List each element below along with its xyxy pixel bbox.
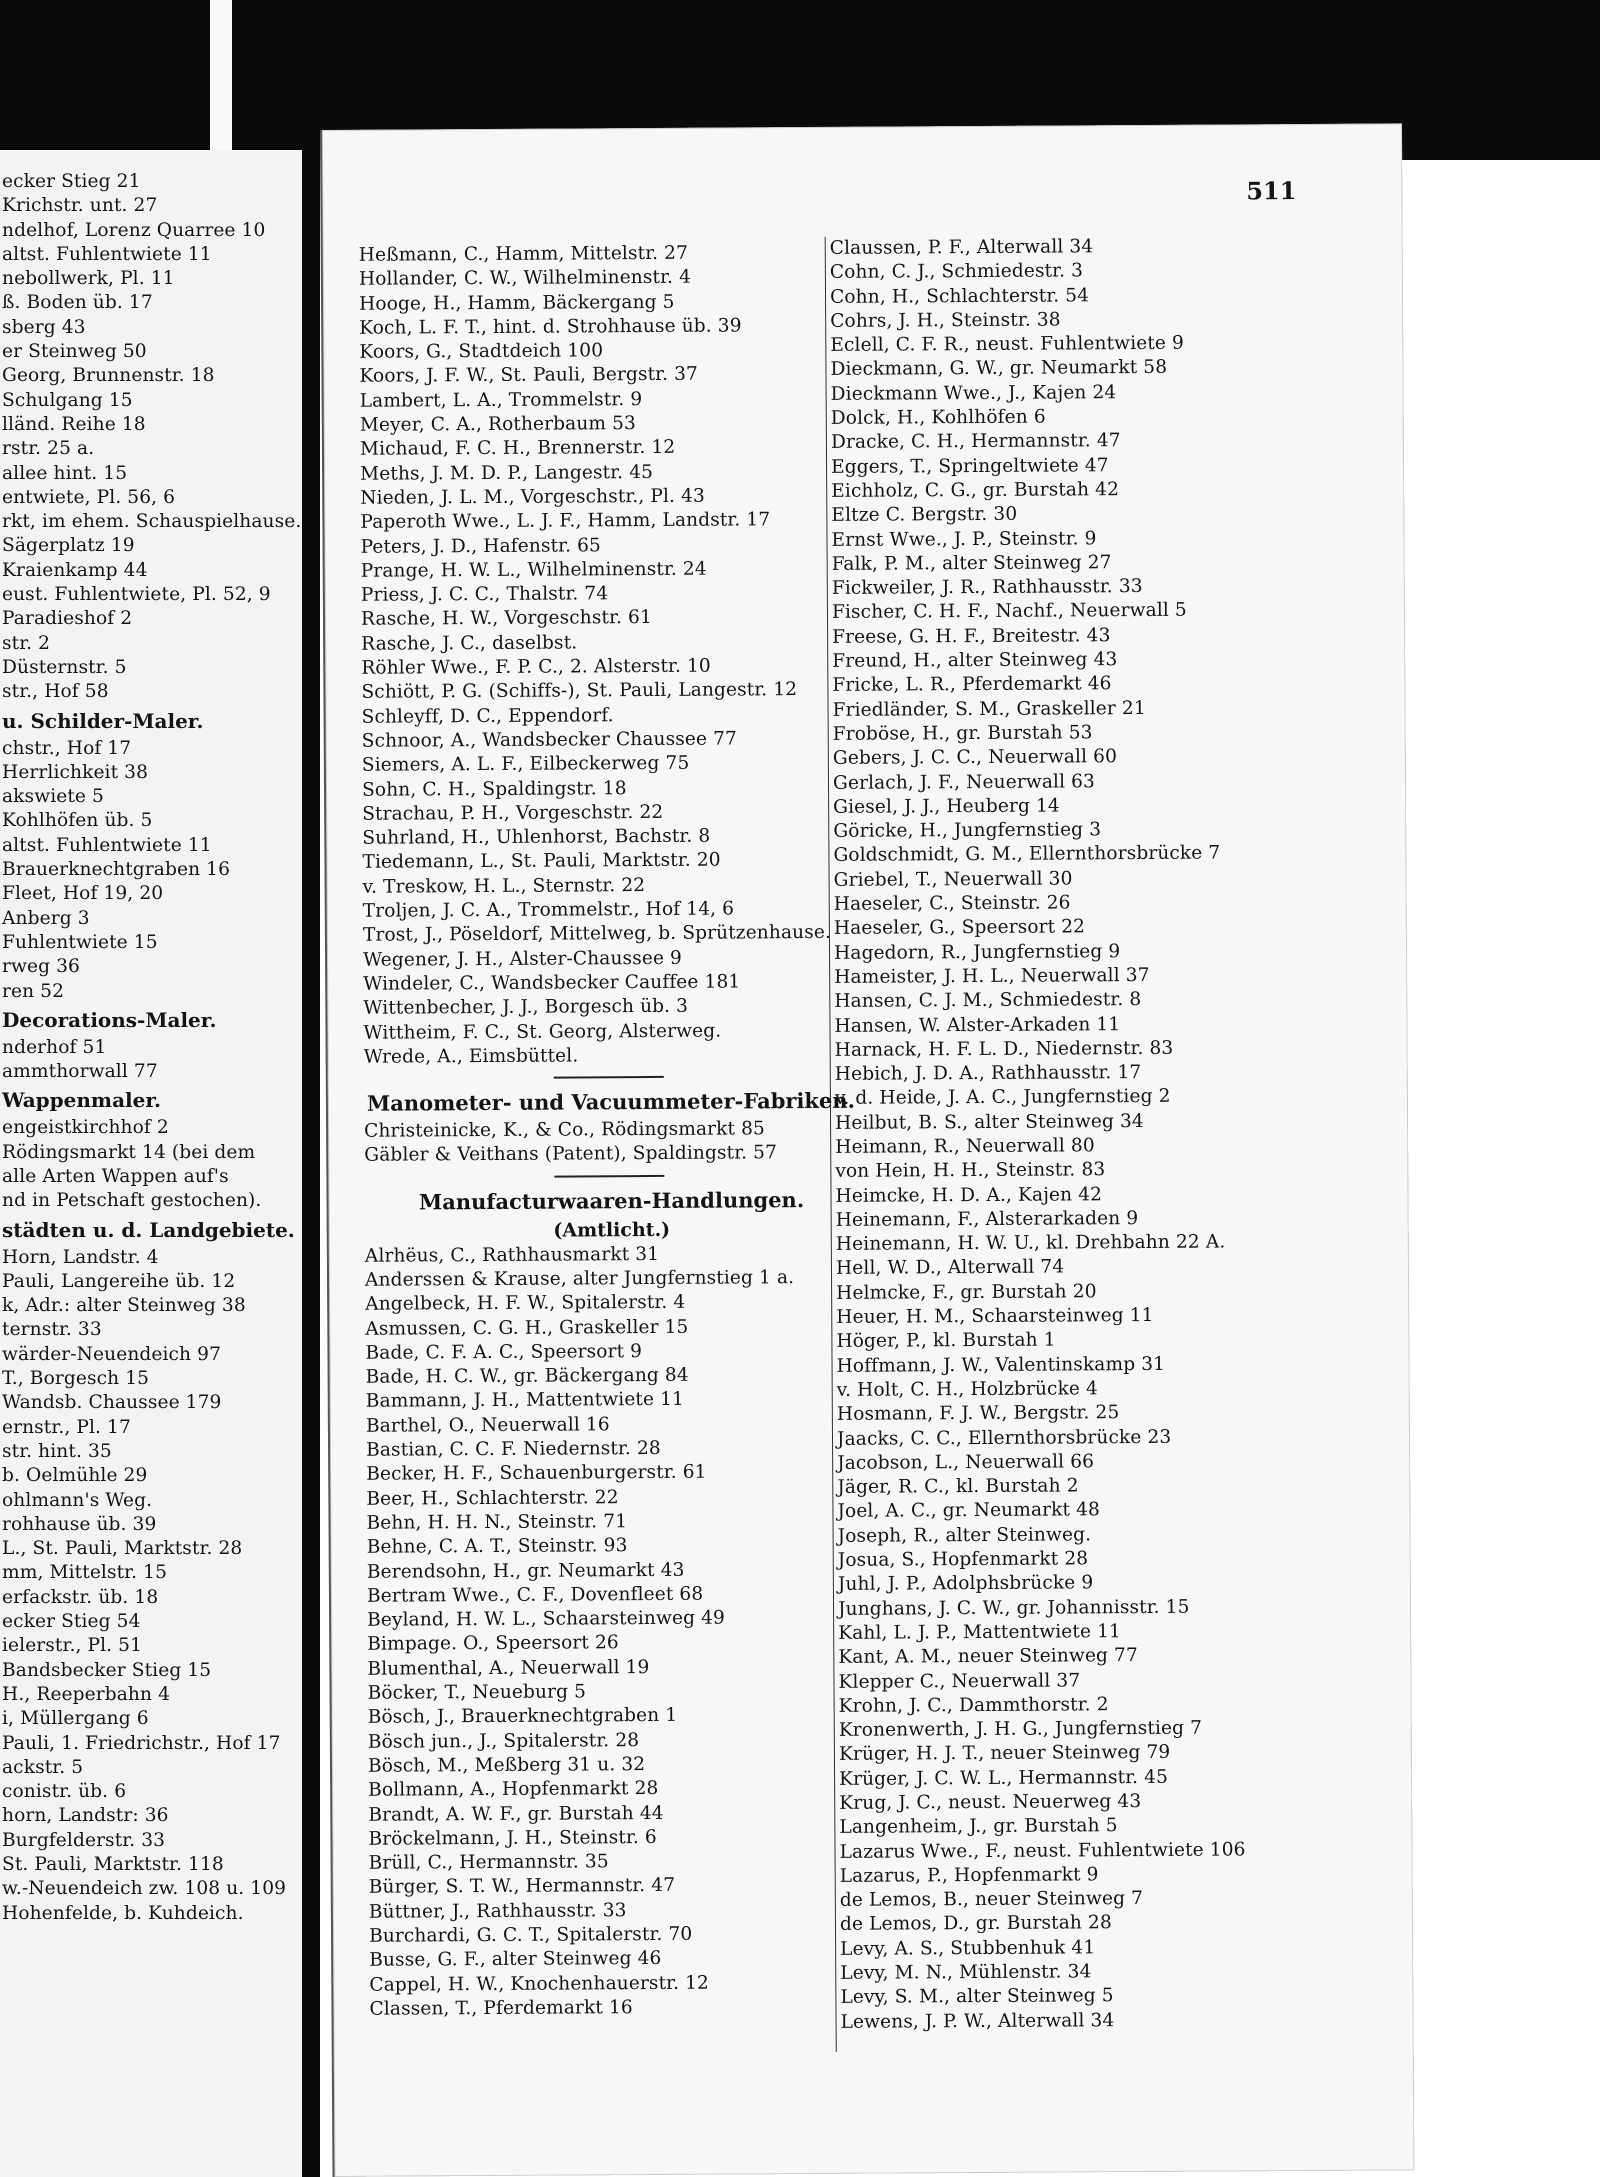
directory-entry: Langenheim, J., gr. Burstah 5 [839, 1815, 1118, 1839]
directory-entry: Böcker, T., Neueburg 5 [367, 1681, 587, 1704]
directory-entry: Blumenthal, A., Neuerwall 19 [367, 1656, 650, 1680]
directory-entry: Michaud, F. C. H., Brennerstr. 12 [359, 437, 676, 461]
directory-entry: Göricke, H., Jungfernstieg 3 [833, 819, 1102, 843]
directory-entry: Pauli, 1. Friedrichstr., Hof 17 [2, 1732, 281, 1754]
directory-entry: w.-Neuendeich zw. 108 u. 109 [2, 1878, 287, 1900]
directory-entry: Höger, P., kl. Burstah 1 [836, 1329, 1056, 1353]
directory-entry: ackstr. 5 [2, 1756, 84, 1778]
directory-entry: L., St. Pauli, Marktstr. 28 [2, 1538, 243, 1560]
directory-entry: Jacobson, L., Neuerwall 66 [837, 1451, 1095, 1474]
right-page [320, 123, 1414, 2177]
directory-entry: Dolck, H., Kohlhöfen 6 [830, 406, 1046, 429]
directory-entry: Bröckelmann, J. H., Steinstr. 6 [368, 1826, 657, 1850]
directory-entry: Lambert, L. A., Trommelstr. 9 [359, 388, 643, 412]
directory-entry: von Hein, H. H., Steinstr. 83 [835, 1159, 1106, 1183]
directory-entry: Heinemann, H. W. U., kl. Drehbahn 22 A. [835, 1231, 1226, 1256]
directory-entry: Büttner, J., Rathhausstr. 33 [368, 1899, 627, 1923]
directory-entry: Hooge, H., Hamm, Bäckergang 5 [358, 291, 675, 315]
directory-entry: k, Adr.: alter Steinweg 38 [2, 1295, 246, 1317]
directory-entry: altst. Fuhlentwiete 11 [2, 834, 212, 856]
directory-section-manufactur [365, 1241, 864, 2022]
directory-entry: Koors, G., Stadtdeich 100 [359, 340, 604, 363]
directory-entry: Krug, J. C., neust. Neuerweg 43 [839, 1791, 1142, 1814]
directory-entry: i, Müllergang 6 [2, 1708, 149, 1730]
directory-entry: ecker Stieg 54 [2, 1611, 141, 1633]
directory-entry: lländ. Reihe 18 [2, 413, 146, 435]
directory-entry: Wittenbecher, J. J., Borgesch üb. 3 [363, 995, 689, 1019]
directory-entry: Suhrland, H., Uhlenhorst, Bachstr. 8 [362, 825, 711, 849]
directory-entry: entwiete, Pl. 56, 6 [2, 486, 176, 508]
directory-entry: str., Hof 58 [2, 681, 109, 703]
directory-entry: Fischer, C. H. F., Nachf., Neuerwall 5 [831, 600, 1187, 624]
directory-entry: nebollwerk, Pl. 11 [2, 268, 175, 290]
directory-entry: rohhause üb. 39 [2, 1513, 157, 1535]
directory-entry: Siemers, A. L. F., Eilbeckerweg 75 [361, 752, 690, 776]
section-divider [554, 1076, 664, 1079]
directory-entry: Bade, H. C. W., gr. Bäckergang 84 [365, 1364, 689, 1388]
directory-entry: Eclell, C. F. R., neust. Fuhlentwiete 9 [830, 332, 1185, 357]
directory-entry: wärder-Neuendeich 97 [2, 1343, 222, 1365]
directory-entry: nderhof 51 [2, 1036, 107, 1058]
directory-entry: Joseph, R., alter Steinweg. [837, 1524, 1092, 1547]
directory-entry: ielerstr., Pl. 51 [2, 1635, 143, 1657]
directory-entry: Beer, H., Schlachterstr. 22 [366, 1486, 619, 1510]
middle-column [359, 241, 864, 2022]
directory-entry: Hoffmann, J. W., Valentinskamp 31 [836, 1353, 1166, 1377]
directory-entry: Klepper C., Neuerwall 37 [838, 1669, 1081, 1693]
directory-entry: Bastian, C. C. F. Niedernstr. 28 [366, 1438, 661, 1461]
directory-entry: v. d. Heide, J. A. C., Jungfernstieg 2 [834, 1086, 1171, 1110]
directory-entry: Prange, H. W. L., Wilhelminenstr. 24 [360, 558, 707, 582]
directory-entry: Haeseler, G., Speersort 22 [833, 916, 1086, 940]
directory-entry: Rasche, J. C., daselbst. [361, 632, 578, 655]
directory-entry: Barthel, O., Neuerwall 16 [365, 1414, 610, 1437]
directory-entry: Busse, G. F., alter Steinweg 46 [369, 1948, 662, 1972]
directory-entry: Eltze C. Bergstr. 30 [831, 504, 1018, 527]
directory-entry: Joel, A. C., gr. Neumarkt 48 [837, 1499, 1101, 1523]
directory-entry: Hell, W. D., Alterwall 74 [835, 1256, 1065, 1280]
directory-entry: str. 2 [2, 632, 51, 654]
directory-entry: Bösch, M., Meßberg 31 u. 32 [367, 1753, 646, 1777]
directory-entry: ernstr., Pl. 17 [2, 1416, 131, 1438]
directory-entry: Troljen, J. C. A., Trommelstr., Hof 14, 6 [362, 898, 735, 922]
directory-entry: Giesel, J. J., Heuberg 14 [833, 795, 1060, 818]
section-heading-manufactur: Manufacturwaaren-Handlungen. [418, 1186, 805, 1215]
directory-entry: Heimann, R., Neuerwall 80 [835, 1135, 1095, 1158]
directory-entry: Behne, C. A. T., Steinstr. 93 [366, 1535, 628, 1558]
directory-entry: Bürger, S. T. W., Hermannstr. 47 [368, 1875, 676, 1899]
directory-entry: Freund, H., alter Steinweg 43 [832, 649, 1118, 672]
directory-entry: Pauli, Langereihe üb. 12 [2, 1270, 236, 1292]
directory-entry: Ernst Wwe., J. P., Steinstr. 9 [831, 527, 1097, 551]
directory-entry: Kraienkamp 44 [2, 559, 148, 581]
directory-entry: Windeler, C., Wandsbecker Cauffee 181 [363, 971, 741, 995]
book-gutter [302, 150, 320, 2177]
directory-entry: St. Pauli, Marktstr. 118 [2, 1854, 224, 1875]
directory-entry: rkt, im ehem. Schauspielhause. [2, 511, 302, 533]
directory-entry: Friedländer, S. M., Graskeller 21 [832, 697, 1146, 721]
directory-entry: er Steinweg 50 [2, 341, 147, 363]
directory-entry: Berendsohn, H., gr. Neumarkt 43 [366, 1559, 685, 1583]
directory-entry: Junghans, J. C. W., gr. Johannisstr. 15 [837, 1596, 1190, 1620]
page-number: 511 [1246, 176, 1297, 206]
directory-entry: Haeseler, C., Steinstr. 26 [833, 892, 1071, 915]
directory-entry: de Lemos, D., gr. Burstah 28 [839, 1912, 1112, 1936]
directory-entry: Kant, A. M., neuer Steinweg 77 [838, 1645, 1138, 1669]
directory-entry: Hansen, C. J. M., Schmiedestr. 8 [834, 989, 1142, 1013]
directory-entry: Dracke, C. H., Hermannstr. 47 [830, 430, 1121, 454]
directory-entry: Heilbut, B. S., alter Steinweg 34 [835, 1110, 1144, 1134]
directory-entry: Gebers, J. C. C., Neuerwall 60 [832, 746, 1118, 770]
section-divider [554, 1175, 664, 1178]
directory-entry: conistr. üb. 6 [2, 1781, 127, 1803]
directory-entry: eust. Fuhlentwiete, Pl. 52, 9 [2, 584, 271, 606]
directory-entry: Burgfelderstr. 33 [2, 1829, 166, 1851]
directory-entry: engeistkirchhof 2 [2, 1117, 169, 1139]
directory-entry: Wegener, J. H., Alster-Chaussee 9 [363, 947, 683, 971]
directory-entry: Cohrs, J. H., Steinstr. 38 [830, 309, 1061, 332]
directory-entry: Kronenwerth, J. H. G., Jungfernstieg 7 [838, 1717, 1203, 1741]
directory-entry: Fuhlentwiete 15 [2, 931, 158, 953]
directory-entry: Paradieshof 2 [2, 608, 133, 630]
directory-entry: Juhl, J. P., Adolphsbrücke 9 [837, 1572, 1094, 1596]
directory-entry: v. Treskow, H. L., Sternstr. 22 [362, 874, 646, 898]
directory-entry: ren 52 [2, 980, 65, 1002]
directory-entry: Bammann, J. H., Mattentwiete 11 [365, 1389, 685, 1413]
directory-entry: rstr. 25 a. [2, 438, 95, 460]
directory-entry: Rasche, H. W., Vorgeschstr. 61 [360, 607, 652, 631]
directory-entry: Röhler Wwe., F. P. C., 2. Alsterstr. 10 [361, 655, 711, 679]
directory-entry: Brandt, A. W. F., gr. Burstah 44 [368, 1802, 664, 1826]
directory-entry: ecker Stieg 21 [2, 171, 141, 192]
directory-entry: Alrhëus, C., Rathhausmarkt 31 [364, 1243, 660, 1267]
directory-entry: Schulgang 15 [2, 389, 133, 411]
directory-entry: Koch, L. F. T., hint. d. Strohhause üb. 39 [359, 315, 742, 339]
directory-entry: u. Schilder-Maler. [2, 708, 204, 733]
directory-entry: Decorations-Maler. [2, 1007, 217, 1032]
directory-entry: Cohn, C. J., Schmiedestr. 3 [829, 260, 1084, 284]
directory-entry: Levy, A. S., Stubbenhuk 41 [840, 1937, 1096, 1960]
directory-entry: horn, Landstr: 36 [2, 1805, 169, 1827]
directory-entry: H., Reeperbahn 4 [2, 1683, 171, 1705]
directory-entry: Schleyff, D. C., Eppendorf. [361, 704, 614, 728]
directory-entry: Rödingsmarkt 14 (bei dem [2, 1141, 256, 1163]
directory-entry: Tiedemann, L., St. Pauli, Marktstr. 20 [362, 849, 721, 874]
directory-entry: Anberg 3 [2, 907, 90, 929]
directory-entry: Schiött, P. G. (Schiffs-), St. Pauli, Langestr. 12 [361, 679, 798, 704]
directory-entry: Goldschmidt, G. M., Ellernthorsbrücke 7 [833, 842, 1221, 867]
directory-entry: Kohlhöfen üb. 5 [2, 810, 153, 832]
directory-entry: Fleet, Hof 19, 20 [2, 883, 164, 905]
directory-entry: Cappel, H. W., Knochenhauerstr. 12 [369, 1972, 710, 1996]
directory-entry: Hameister, J. H. L., Neuerwall 37 [834, 964, 1150, 988]
directory-section-manometer [364, 1117, 858, 1169]
directory-entry: akswiete 5 [2, 786, 104, 808]
directory-entry: rweg 36 [2, 956, 80, 978]
directory-entry: ohlmann's Weg. [2, 1489, 153, 1511]
left-column [2, 170, 302, 1926]
directory-entry: Becker, H. F., Schauenburgerstr. 61 [366, 1462, 707, 1486]
directory-entry: Wittheim, F. C., St. Georg, Alsterweg. [363, 1020, 722, 1044]
directory-entry: Hollander, C. W., Wilhelminenstr. 4 [358, 267, 692, 291]
directory-entry: Priess, J. C. C., Thalstr. 74 [360, 583, 609, 606]
directory-entry: Krichstr. unt. 27 [2, 195, 158, 217]
directory-entry: Burchardi, G. C. T., Spitalerstr. 70 [368, 1923, 693, 1947]
directory-entry: Meths, J. M. D. P., Langestr. 45 [360, 461, 654, 485]
directory-entry: Classen, T., Pferdemarkt 16 [369, 1997, 633, 2020]
directory-entry: städten u. d. Landgebiete. [2, 1217, 295, 1242]
directory-entry: Bade, C. F. A. C., Speersort 9 [365, 1340, 643, 1364]
directory-entry: allee hint. 15 [2, 462, 128, 484]
directory-entry: Bösch jun., J., Spitalerstr. 28 [367, 1729, 640, 1753]
directory-entry: Heimcke, H. D. A., Kajen 42 [835, 1183, 1103, 1207]
left-page [0, 150, 302, 2177]
directory-entry: Gerlach, J. F., Neuerwall 63 [832, 770, 1096, 794]
directory-entry: Heuer, H. M., Schaarsteinweg 11 [836, 1304, 1154, 1328]
directory-entry: Eichholz, C. G., gr. Burstah 42 [831, 479, 1120, 502]
directory-entry: Hebich, J. D. A., Rathhausstr. 17 [834, 1062, 1142, 1085]
directory-entry: Gäbler & Veithans (Patent), Spaldingstr. 57 [364, 1142, 778, 1167]
directory-entry: Dieckmann Wwe., J., Kajen 24 [830, 381, 1117, 405]
directory-entry: ndelhof, Lorenz Quarree 10 [2, 219, 266, 241]
directory-entry: Beyland, H. W. L., Schaarsteinweg 49 [367, 1607, 725, 1631]
directory-entry: T., Borgesch 15 [2, 1368, 150, 1390]
directory-entry: Bösch, J., Brauerknechtgraben 1 [367, 1705, 678, 1729]
directory-entry: Freese, G. H. F., Breitestr. 43 [832, 624, 1111, 648]
right-column [825, 234, 1381, 2052]
directory-entry: de Lemos, B., neuer Steinweg 7 [839, 1888, 1144, 1912]
directory-entry: Anderssen & Krause, alter Jungfernstieg 1 a. [364, 1267, 795, 1291]
directory-entry: Hagedorn, R., Jungfernstieg 9 [833, 940, 1121, 964]
directory-entry: Düsternstr. 5 [2, 656, 127, 678]
section-heading-manometer: Manometer- und Vacuummeter-Fabriken. [366, 1087, 855, 1116]
directory-entry: Falk, P. M., alter Steinweg 27 [831, 552, 1112, 575]
directory-entry: Fricke, L. R., Pferdemarkt 46 [832, 673, 1112, 697]
directory-entry: Eggers, T., Springeltwiete 47 [831, 454, 1109, 478]
directory-entry: ammthorwall 77 [2, 1061, 158, 1083]
directory-entry: alle Arten Wappen auf's [2, 1165, 229, 1187]
directory-entry: erfackstr. üb. 18 [2, 1586, 159, 1608]
directory-entry: Froböse, H., gr. Burstah 53 [832, 722, 1093, 745]
directory-entry: Wandsb. Chaussee 179 [2, 1392, 222, 1414]
directory-entry: Brauerknechtgraben 16 [2, 859, 231, 881]
directory-entry: Asmussen, C. G. H., Graskeller 15 [365, 1316, 689, 1340]
directory-entry: nd in Petschaft gestochen). [2, 1190, 262, 1212]
directory-entry: Hohenfelde, b. Kuhdeich. [2, 1902, 244, 1924]
directory-entry: Georg, Brunnenstr. 18 [2, 365, 215, 387]
directory-entry: Angelbeck, H. F. W., Spitalerstr. 4 [365, 1292, 686, 1316]
directory-entry: Heinemann, F., Alsterarkaden 9 [835, 1207, 1139, 1231]
directory-entry: Meyer, C. A., Rotherbaum 53 [359, 413, 637, 436]
directory-entry: Wappenmaler. [2, 1088, 162, 1113]
directory-entry: Hansen, W. Alster-Arkaden 11 [834, 1013, 1121, 1037]
directory-entry: Nieden, J. L. M., Vorgeschstr., Pl. 43 [360, 485, 705, 509]
directory-entry: Krüger, J. C. W. L., Hermannstr. 45 [839, 1766, 1169, 1790]
directory-entry: Lazarus, P., Hopfenmarkt 9 [839, 1864, 1099, 1887]
directory-entry: ß. Boden üb. 17 [2, 292, 153, 314]
directory-entry: Peters, J. D., Hafenstr. 65 [360, 534, 602, 558]
page-edge-strip [210, 0, 232, 160]
directory-entry: Dieckmann, G. W., gr. Neumarkt 58 [830, 357, 1168, 381]
directory-entry: Brüll, C., Hermannstr. 35 [368, 1851, 609, 1874]
directory-entry: Josua, S., Hopfenmarkt 28 [837, 1548, 1089, 1571]
directory-entry: Sohn, C. H., Spaldingstr. 18 [361, 777, 627, 801]
directory-entry: chstr., Hof 17 [2, 737, 132, 759]
directory-entry: Paperoth Wwe., L. J. F., Hamm, Landstr. 17 [360, 509, 771, 534]
directory-entry: Horn, Landstr. 4 [2, 1246, 159, 1268]
directory-entry: Bimpage. O., Speersort 26 [367, 1632, 619, 1656]
directory-entry: Sägerplatz 19 [2, 535, 135, 557]
section-subheading-amtlich: (Amtlicht.) [553, 1218, 671, 1242]
directory-entry: Schnoor, A., Wandsbecker Chaussee 77 [361, 728, 738, 752]
directory-entry: Behn, H. H. N., Steinstr. 71 [366, 1511, 628, 1534]
directory-entry: Harnack, H. F. L. D., Niedernstr. 83 [834, 1037, 1174, 1061]
directory-entry: Jaacks, C. C., Ellernthorsbrücke 23 [836, 1426, 1172, 1450]
directory-entry: Levy, M. N., Mühlenstr. 34 [840, 1961, 1092, 1984]
directory-entry: Griebel, T., Neuerwall 30 [833, 868, 1073, 891]
directory-entry: Bandsbecker Stieg 15 [2, 1659, 212, 1681]
directory-entry: Trost, J., Pöseldorf, Mittelweg, b. Sprützenhause. [362, 922, 832, 947]
directory-entry: Krohn, J. C., Dammthorstr. 2 [838, 1694, 1109, 1717]
directory-entry: Hosmann, F. J. W., Bergstr. 25 [836, 1402, 1120, 1426]
directory-entry: Bertram Wwe., C. F., Dovenfleet 68 [366, 1583, 704, 1607]
directory-section-painters [359, 241, 858, 1070]
directory-entry: mm, Mittelstr. 15 [2, 1562, 168, 1584]
directory-entry: Strachau, P. H., Vorgeschstr. 22 [362, 801, 664, 825]
directory-entry: Herrlichkeit 38 [2, 761, 149, 783]
directory-entry: b. Oelmühle 29 [2, 1465, 148, 1487]
directory-entry: v. Holt, C. H., Holzbrücke 4 [836, 1378, 1099, 1401]
directory-entry: Lewens, J. P. W., Alterwall 34 [840, 2009, 1115, 2033]
directory-entry: Bollmann, A., Hopfenmarkt 28 [368, 1778, 659, 1801]
directory-entry: Jäger, R. C., kl. Burstah 2 [837, 1475, 1079, 1499]
directory-entry: Levy, S. M., alter Steinweg 5 [840, 1985, 1114, 2009]
directory-entry: Krüger, H. J. T., neuer Steinweg 79 [838, 1742, 1171, 1766]
directory-entry: str. hint. 35 [2, 1440, 112, 1462]
directory-entry: Lazarus Wwe., F., neust. Fuhlentwiete 106 [839, 1838, 1246, 1863]
directory-entry: sberg 43 [2, 316, 86, 338]
directory-entry: Helmcke, F., gr. Burstah 20 [836, 1281, 1097, 1304]
directory-entry: Heßmann, C., Hamm, Mittelstr. 27 [358, 242, 689, 266]
directory-entry: Wrede, A., Eimsbüttel. [363, 1045, 579, 1068]
directory-entry: Koors, J. F. W., St. Pauli, Bergstr. 37 [359, 364, 699, 388]
directory-entry: altst. Fuhlentwiete 11 [2, 243, 212, 265]
directory-entry: ternstr. 33 [2, 1319, 102, 1341]
directory-entry: Cohn, H., Schlachterstr. 54 [829, 284, 1090, 308]
directory-entry: Kahl, L. J. P., Mattentwiete 11 [838, 1621, 1121, 1644]
directory-entry: Christeinicke, K., & Co., Rödingsmarkt 85 [364, 1118, 766, 1142]
directory-entry: Fickweiler, J. R., Rathhausstr. 33 [831, 576, 1143, 600]
directory-entry: Claussen, P. F., Alterwall 34 [829, 236, 1094, 259]
